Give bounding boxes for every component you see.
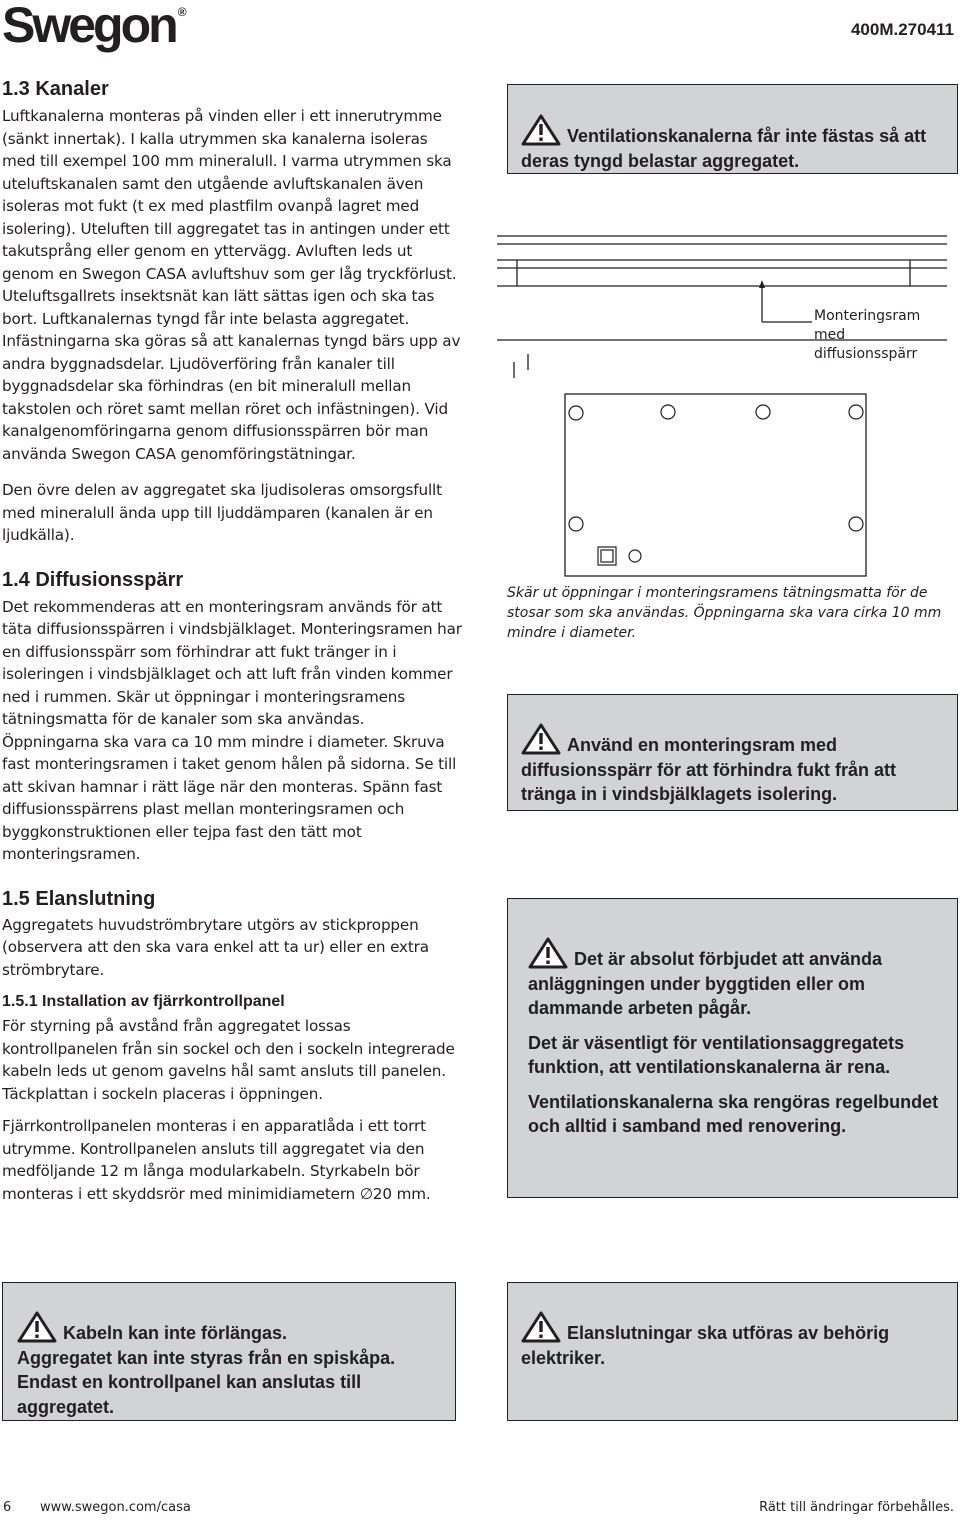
warning-text-3b: Det är väsentligt för ventilationsaggregatets funktion, att ventilationskanalerna är rena.	[528, 1032, 905, 1077]
page-number: 6	[3, 1500, 12, 1515]
swegon-logo: Swegon ®	[2, 0, 187, 53]
warning-triangle-icon	[521, 723, 561, 755]
warning-triangle-icon	[521, 1311, 561, 1343]
fjarrkontroll-paragraph-1: För styrning på avstånd från aggregatet lossas kontrollpanelen från sin sockel och den i sockeln integrerade kabeln leds ut genom gavelns hål samt ansluts till panelen. Täckplattan i sockeln placeras i öppningen.	[2, 1017, 455, 1103]
warning-triangle-icon	[521, 114, 561, 146]
warning-box-monteringsram	[507, 694, 958, 811]
warning-box-kanal-tyngd	[507, 84, 958, 174]
warning-box-elanslutning	[507, 1282, 958, 1421]
warning-text-4b: Aggregatet kan inte styras från en spiskåpa. Endast en kontrollpanel kan anslutas till aggregatet.	[17, 1347, 396, 1417]
document-number: 400M.270411	[850, 20, 954, 39]
warning-text-4a: Kabeln kan inte förlängas.	[63, 1323, 288, 1343]
footer-url[interactable]: www.swegon.com/casa	[40, 1500, 191, 1515]
mounting-frame-diagram	[492, 226, 952, 586]
warning-box-byggtid	[507, 898, 958, 1198]
figure-caption: Skär ut öppningar i monteringsramens tätningsmatta för de stosar som ska användas. Öppningarna ska vara cirka 10 mm mindre i diameter.	[507, 585, 942, 641]
warning-box-kabel	[2, 1282, 456, 1421]
section-title-elanslutning: 1.5 Elanslutning	[2, 887, 156, 910]
subsection-title-fjarrkontrollpanel: 1.5.1 Installation av fjärrkontrollpanel	[2, 993, 285, 1010]
warning-text-5: Elanslutningar ska utföras av behörig elektriker.	[521, 1323, 890, 1368]
fjarrkontroll-paragraph-2: Fjärrkontrollpanelen monteras i en apparatlåda i ett torrt utrymme. Kontrollpanelen ansluts till aggregatet via den medföljande 12 m långa modularkabeln. Styrkabeln bör monteras i ett skyddsrör med minimidiametern ∅20 mm.	[2, 1117, 431, 1203]
section-title-kanaler: 1.3 Kanaler	[2, 78, 109, 100]
footer-disclaimer: Rätt till ändringar förbehålles.	[759, 1500, 954, 1515]
warning-text-3a: Det är absolut förbjudet att använda anläggningen under byggtiden eller om dammande arbeten pågår.	[528, 949, 883, 1018]
elanslutning-paragraph: Aggregatets huvudströmbrytare utgörs av stickproppen (observera att den ska vara enkel att ta ur) eller en extra strömbrytare.	[2, 915, 429, 979]
mounting-frame-drawing	[492, 226, 952, 586]
warning-text-2: Använd en monteringsram med diffusionsspärr för att förhindra fukt från att tränga in i vindsbjälklagets isolering.	[521, 735, 897, 804]
warning-text-3c: Ventilationskanalerna ska rengöras regelbundet och alltid i samband med renovering.	[528, 1091, 939, 1136]
warning-text-1: Ventilationskanalerna får inte fästas så att deras tyngd belastar aggregatet.	[521, 126, 927, 171]
mounting-frame-label: Monteringsram med diffusionsspärr	[814, 308, 921, 362]
warning-triangle-icon	[17, 1311, 57, 1343]
warning-triangle-icon	[528, 937, 568, 969]
section-title-diffusionssparr: 1.4 Diffusionsspärr	[2, 568, 184, 591]
kanaler-paragraph-2: Den övre delen av aggregatet ska ljudisoleras omsorgsfullt med mineralull ända upp till ljuddämparen (kanalen är en ljudkälla).	[2, 481, 442, 544]
left-column	[2, 76, 462, 1205]
diameter-symbol: ∅	[359, 1184, 373, 1203]
diffusionssparr-paragraph: Det rekommenderas att en monteringsram används för att täta diffusionsspärren i vindsbjälklaget. Monteringsramen har en diffusionsspärr som förhindrar att fukt tränger in i isoleringen i vindsbjälklaget och att luft från vinden kommer ned i rummen. Skär ut öppningar i monteringsramens tätningsmatta för de kanaler som ska användas. Öppningarna ska vara ca 10 mm mindre i diameter. Skruva fast monteringsramen i taket genom hålen på sidorna. Se till att skivan hamnar i rätt läge när den monteras. Spänn fast diffusionsspärrens plast mellan monteringsramen och byggkonstruktionen eller tejpa fast den tätt mot monteringsramen.	[2, 597, 462, 863]
kanaler-paragraph-1: Luftkanalerna monteras på vinden eller i ett innerutrymme (sänkt innertak). I kalla utrymmen ska kanalerna isoleras med till exempel 100 mm mineralull. I varma utrymmen ska uteluftskanalen samt den utgående avluftskanalen även isoleras mot fukt (t ex med plastfilm ovanpå lagret med isolering). Uteluften till aggregatet tas in antingen under ett takutsprång eller genom en yttervägg. Avluften leds ut genom en Swegon CASA avluftshuv som ger låg tryckförlust. Uteluftsgallrets insektsnät kan lätt sättas igen och ska tas bort. Luftkanalernas tyngd får inte belasta aggregatet. Infästningarna ska göras så att kanalernas tyngd bärs upp av andra byggnadsdelar. Ljudöverföring från kanaler till byggnadsdelar ska förhindras (en bit mineralull mellan takstolen och röret samt mellan röret och infästningen). Vid kanalgenomföringarna genom diffusionsspärren bör man använda Swegon CASA genomföringstätningar.	[2, 107, 461, 463]
